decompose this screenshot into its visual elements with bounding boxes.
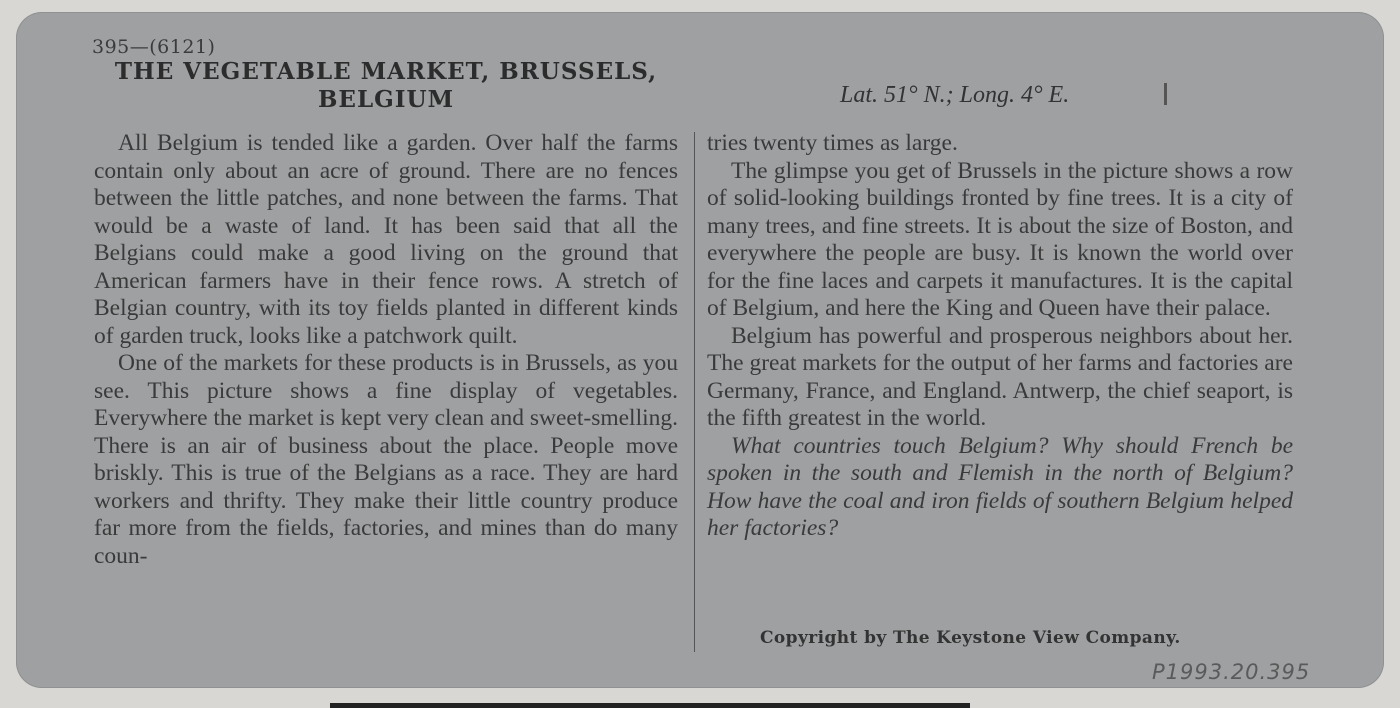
accession-number: P1993.20.395 bbox=[1152, 660, 1311, 684]
bottom-edge-strip bbox=[330, 703, 970, 708]
study-questions: What countries touch Belgium? Why should French be spoken in the south and Flemish in the north of Belgium? How have the coal and iron fields of southern Belgium helped her factories? bbox=[707, 432, 1293, 541]
right-column bbox=[707, 130, 1293, 543]
paragraph-3: The glimpse you get of Brussels in the picture shows a row of solid-looking buildings fronted by fine trees. It is a city of many trees, and fine streets. It is about the size of Boston, and everywhere the people are busy. It is known the world over for the fine laces and carpets it manufactures. It is the capital of Belgium, and here the King and Queen have their palace. bbox=[707, 157, 1293, 321]
column-divider bbox=[694, 132, 695, 652]
card-title: THE VEGETABLE MARKET, BRUSSELS, BELGIUM bbox=[114, 58, 658, 113]
catalog-number: 395—(6121) bbox=[92, 36, 216, 58]
edge-mark bbox=[1164, 83, 1167, 105]
paragraph-4: Belgium has powerful and prosperous neighbors about her. The great markets for the output of her farms and factories are Germany, France, and England. Antwerp, the chief seaport, is the fifth greatest in the world. bbox=[707, 322, 1293, 431]
copyright-line: Copyright by The Keystone View Company. bbox=[760, 628, 1181, 648]
left-column bbox=[94, 130, 678, 570]
paragraph-1: All Belgium is tended like a garden. Over half the farms contain only about an acre of ground. There are no fences between the little patches, and none between the farms. That would be a waste of land. It has been said that all the Belgians could make a good living on the ground that American farmers have in their fence rows. A stretch of Belgian country, with its toy fields planted in different kinds of garden truck, looks like a patchwork quilt. bbox=[94, 130, 678, 349]
paragraph-2: One of the markets for these products is in Brussels, as you see. This picture shows a fine display of vegetables. Everywhere the market is kept very clean and sweet-smelling. There is an air of business about the place. People move briskly. This is true of the Belgians as a race. They are hard workers and thrifty. They make their little country produce far more from the fields, factories, and mines than do many coun- bbox=[94, 350, 679, 569]
paragraph-2-continued: tries twenty times as large. bbox=[707, 130, 958, 156]
latitude-longitude: Lat. 51° N.; Long. 4° E. bbox=[840, 82, 1070, 108]
